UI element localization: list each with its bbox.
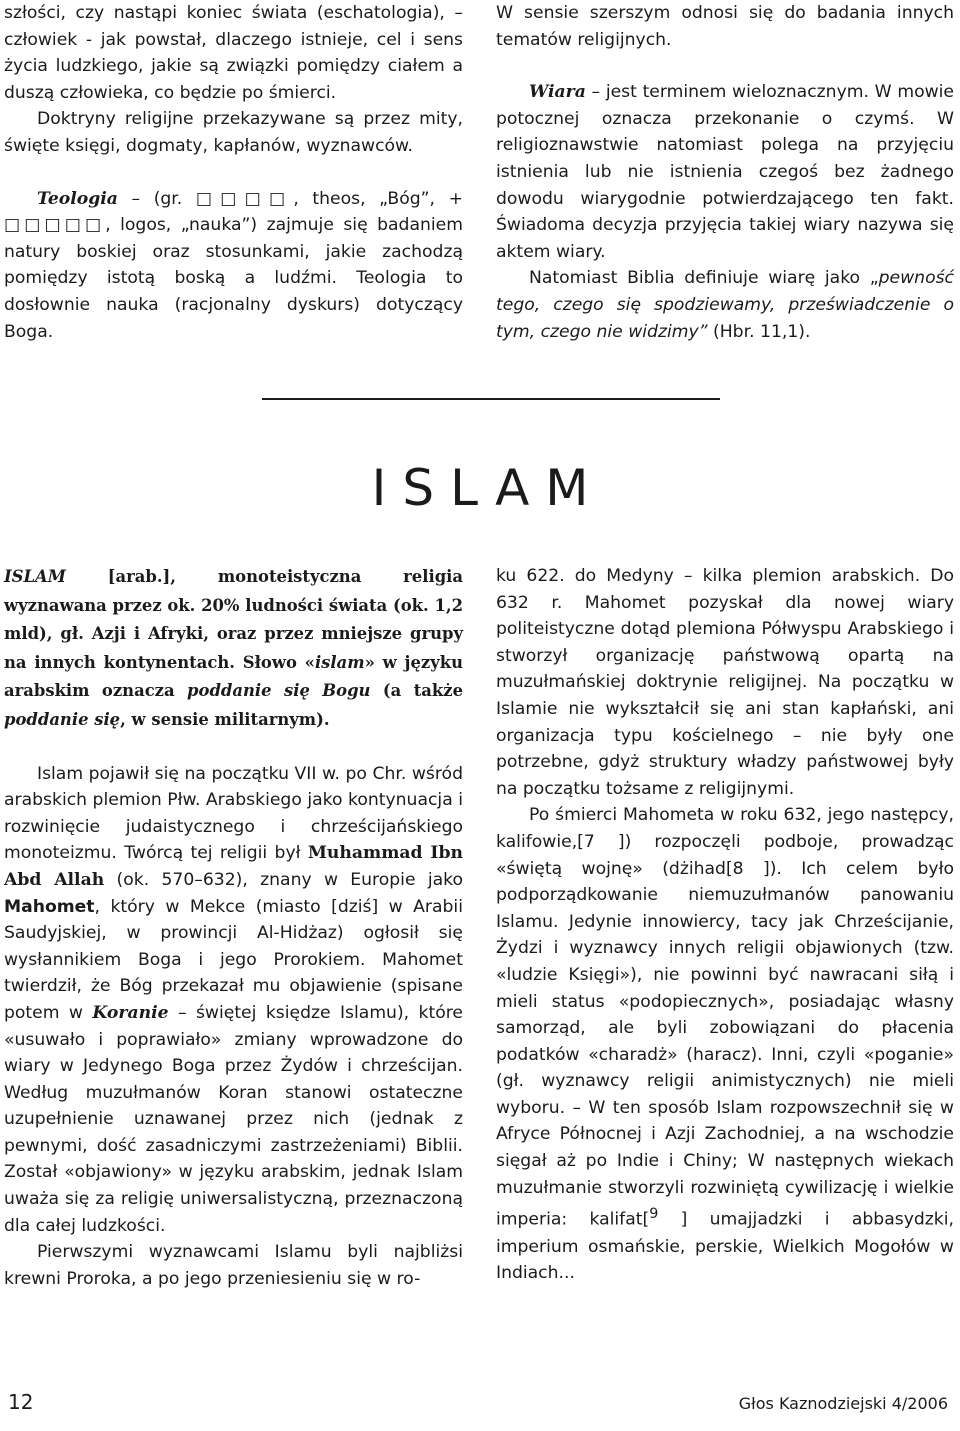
intro-text-a: [arab.], monoteistyczna religia wyznawana przez ok. 20% ludności świata (ok. 1,2 mld), gł. Azji i Afryki, oraz przez mniejsze grupy na innych kontynentach. Słowo « [4, 567, 463, 672]
paragraph-caliphs [496, 802, 954, 1286]
paragraph-medina: ku 622. do Medyny – kilka plemion arabskich. Do 632 r. Mahomet pozyskał dla nowej wiary politeistyczne dotąd plemiona Półwyspu Arabskiego i stworzył organizację państwową opartą na muzułmańskiej doktrynie religijnej. Na początku w Islamie nie wykształcił się ani stan kapłański, ani organizacja typu kościelnego – nie były one potrzebne, gdyż struktury władzy państwowej były na początku tożsame z religijnymi. [496, 566, 954, 799]
term-teologia: Teologia [37, 188, 118, 209]
paragraph-teologia [4, 186, 463, 346]
paragraph-biblia [496, 265, 954, 345]
term-wiara: Wiara [529, 82, 586, 103]
section-title: ISLAM [371, 459, 605, 517]
name-mahomet: Mahomet [4, 896, 95, 917]
column-bottom-right [496, 563, 954, 1287]
biblia-lead: Natomiast Biblia definiuje wiarę jako „ [529, 268, 879, 289]
intro-text-d: , w sensie militarnym). [120, 709, 330, 729]
column-bottom-left [4, 563, 463, 1292]
caliphs-text-a: Po śmierci Mahometa w roku 632, jego następcy, kalifowie,[7 ]) rozpoczęli podboje, prowadząc «świętą wojnę» (dżihad[8 ]). Ich celem było podporządkowanie niemuzułmanów panowaniu Islamu. Jedynie innowiercy, tacy jak Chrześcijanie, Żydzi i wyznawcy innych religii objawionych (tzw. «ludzie Księgi»), nie powinni być nawracani siłą i mieli status «podopiecznych», posiadając własny samorząd, ale byli zobowiązani do płacenia podatków «charadż» (haracz). Inni, czyli «poganie» (gł. wyznawcy religii animistycznych) nie mieli wyboru. – W ten sposób Islam rozpowszechnił się w Afryce Północnej i Azji Zachodniej, a na wschodzie sięgał aż po Indie i Chiny; W następnych wiekach muzułmanie stworzyli rozwiniętą cywilizację i wielkie imperia: kalifat[ [496, 805, 954, 1230]
paragraph-broader-sense: W sensie szerszym odnosi się do badania innych tematów religijnych. [496, 3, 954, 50]
column-top-left [4, 0, 463, 345]
paragraph-islam-intro [4, 563, 463, 735]
term-islam: ISLAM [4, 567, 66, 586]
caliphs-text-b: ] umajjadzki i abbasydzki, imperium osmańskie, perskie, Wielkich Mogołów w Indiach... [496, 1209, 954, 1284]
word-islam: islam [314, 652, 365, 672]
footnote-9: 9 [649, 1206, 659, 1223]
journal-footer: Głos Kaznodziejski 4/2006 [738, 1394, 948, 1413]
phrase-poddanie-bogu: poddanie się Bogu [187, 681, 371, 701]
intro-text-c: (a także [370, 681, 463, 701]
biblia-reference: (Hbr. 11,1). [707, 321, 811, 342]
paragraph-islam-origins [4, 761, 463, 1240]
founder-name: Muhammad Ibn Abd Allah [4, 843, 463, 890]
origins-text-a: Islam pojawił się na początku VII w. po Chr. wśród arabskich plemion Płw. Arabskiego jako kontynuacja i rozwinięcie judaistycznego i chrześcijańskiego monoteizmu. Twórcą tej religii był [4, 763, 463, 864]
section-divider [262, 398, 720, 400]
teologia-definition: – (gr. □□□□, theos, „Bóg”, + □□□□□, logos, „nauka”) zajmuje się badaniem natury boskiej oraz stosunkami, jakie zachodzą pomiędzy istotą boską a ludźmi. Teologia to dosłownie nauka (racjonalny dyskurs) dotyczący Boga. [4, 188, 463, 342]
origins-text-d: – świętej księdze Islamu), które «usuwało i poprawiało» zmiany wprowadzone do wiary w Jedynego Boga przez Żydów i chrześcijan. Według muzułmanów Koran stanowi ostateczne uzupełnienie uznawanej przez nich (jednak z pewnymi, dość zasadniczymi zastrzeżeniami) Biblii. Został «objawiony» w języku arabskim, jednak Islam uważa się za religię uniwersalistyczną, przeznaczoną dla całej ludzkości. [4, 1002, 463, 1236]
origins-text-c: , który w Mekce (miasto [dziś] w Arabii Saudyjskiej, w prowincji Al-Hidżaz) ogłosił się wysłannikiem Boga i jego Prorokiem. Mahomet twierdził, że Bóg przekazał mu objawienie (spisane potem w [4, 896, 463, 1023]
page-number: 12 [8, 1390, 34, 1414]
biblia-quote: pewność tego, czego się spodziewamy, przeświadczenie o tym, czego nie widzimy” [496, 268, 954, 342]
paragraph-first-followers: Pierwszymi wyznawcami Islamu byli najbliżsi krewni Proroka, a po jego przeniesieniu się w ro- [4, 1242, 463, 1289]
phrase-poddanie-sie: poddanie się [4, 709, 121, 729]
column-top-right [496, 0, 954, 345]
paragraph-doctrines: Doktryny religijne przekazywane są przez mity, święte księgi, dogmaty, kapłanów, wyznawców. [4, 109, 463, 156]
paragraph-eschatology: szłości, czy nastąpi koniec świata (eschatologia), – człowiek - jak powstał, dlaczego istnieje, cel i sens życia ludzkiego, jakie są związki pomiędzy ciałem a duszą człowieka, co będzie po śmierci. [4, 3, 463, 103]
word-koran: Koranie [92, 1002, 169, 1023]
origins-text-b: (ok. 570–632), znany w Europie jako [104, 869, 463, 890]
paragraph-wiara [496, 79, 954, 265]
wiara-definition: – jest terminem wieloznacznym. W mowie potocznej oznacza przekonanie o czymś. W religioznawstwie natomiast polega na przyjęciu istnienia lub nie istnienia czegoś bez żadnego dowodu wiarygodnie potwierdzającego ten fakt. Świadoma decyzja przyjęcia takiej wiary nazywa się aktem wiary. [496, 82, 954, 262]
intro-text-b: » w języku arabskim oznacza [4, 652, 464, 701]
